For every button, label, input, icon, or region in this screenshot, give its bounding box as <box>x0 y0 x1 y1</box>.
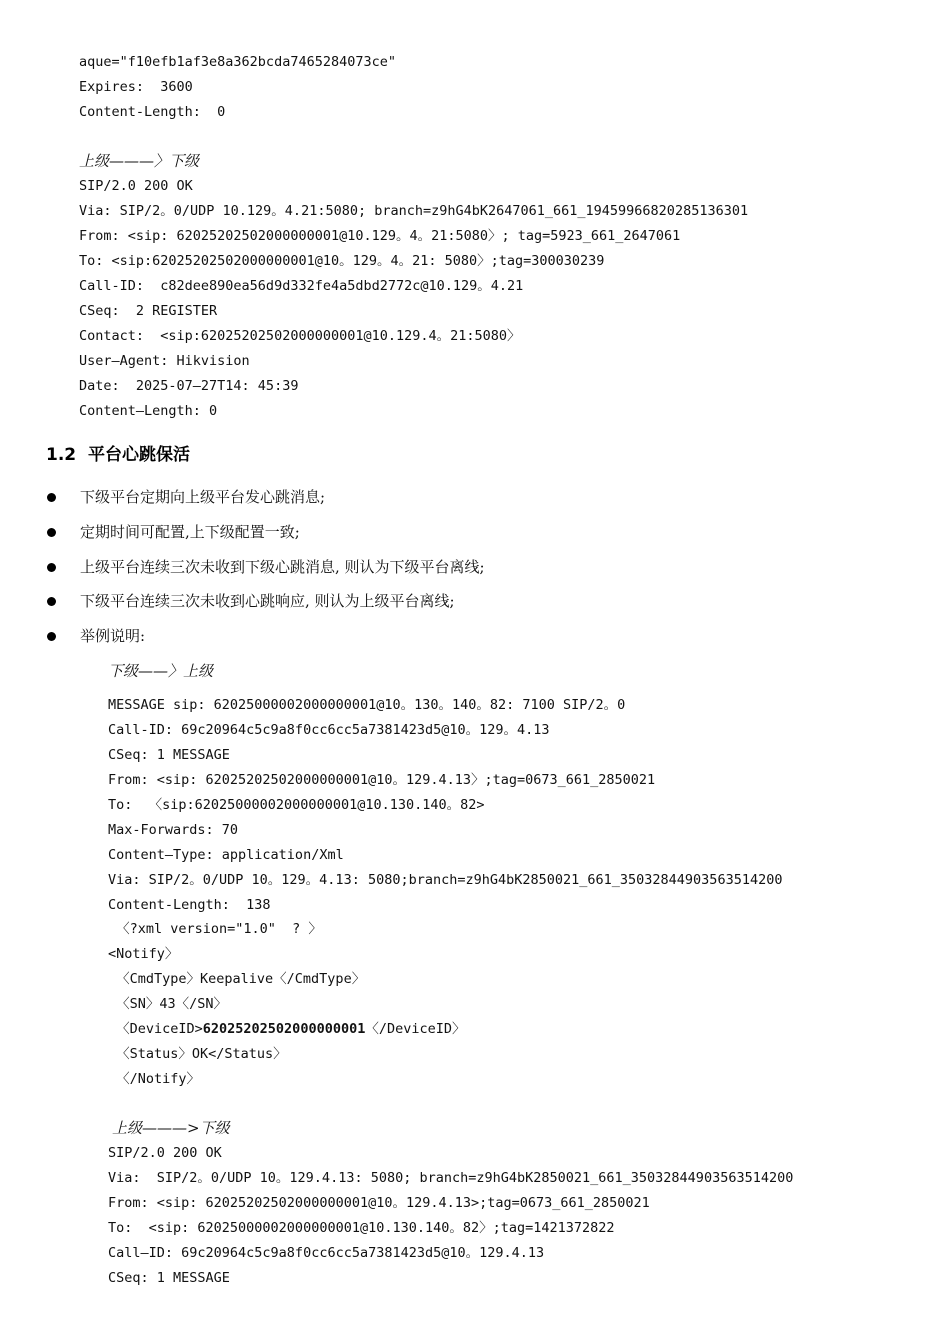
sip-line: Call—ID: 69c20964c5c9a8f0cc6cc5a7381423d5@10。129.4.13 <box>108 1245 545 1261</box>
sip-line: From: <sip: 62025202502000000001@10。129.4.13〉;tag=0673_661_2850021 <box>108 772 656 788</box>
sip-line: Date: 2025-07—27T14: 45:39 <box>79 378 299 394</box>
bullet-icon <box>47 493 56 502</box>
bullet-icon <box>47 632 56 641</box>
sip-line: To: <sip: 62025000002000000001@10.130.140。82〉;tag=1421372822 <box>108 1220 615 1236</box>
sip-line: Via: SIP/2。0/UDP 10。129。4.13: 5080;branch=z9hG4bK2850021_661_35032844903563514200 <box>108 872 783 888</box>
sip-line: CSeq: 1 MESSAGE <box>108 747 230 763</box>
xml-device-line <box>108 1019 466 1039</box>
header-line: Expires: 3600 <box>79 79 193 95</box>
xml-line: 〈Status〉OK</Status〉 <box>108 1046 287 1062</box>
header-line: aque="f10efb1af3e8a362bcda7465284073ce" <box>79 54 396 70</box>
xml-line: 〈SN〉43〈/SN〉 <box>108 996 228 1012</box>
sip-line: From: <sip: 62025202502000000001@10。129.4.13>;tag=0673_661_2850021 <box>108 1195 650 1211</box>
device-id: 62025202502000000001 <box>202 1021 366 1037</box>
sip-line: Via: SIP/2。0/UDP 10。129.4.13: 5080; branch=z9hG4bK2850021_661_35032844903563514200 <box>108 1170 794 1186</box>
bullet-icon <box>47 597 56 606</box>
bullet-text: 上级平台连续三次未收到下级心跳消息, 则认为下级平台离线; <box>80 558 485 576</box>
header-line: Content-Length: 0 <box>79 104 226 120</box>
xml-line: 〈?xml version="1.0" ? 〉 <box>108 921 322 937</box>
section-heading: 1.2 平台心跳保活 <box>46 445 190 465</box>
xml-line: 〈CmdType〉Keepalive〈/CmdType〉 <box>108 971 366 987</box>
direction-label: 下级——〉上级 <box>108 662 214 680</box>
sip-line: Content—Type: application/Xml <box>108 847 344 863</box>
sip-line: SIP/2.0 200 OK <box>108 1145 222 1161</box>
direction-label: 上级———〉下级 <box>79 152 200 170</box>
sip-line: SIP/2.0 200 OK <box>79 178 193 194</box>
sip-line: Call-ID: 69c20964c5c9a8f0cc6cc5a7381423d5@10。129。4.13 <box>108 722 550 738</box>
xml-device-suffix: 〈/DeviceID〉 <box>365 1021 466 1037</box>
sip-line: Call-ID: c82dee890ea56d9d332fe4a5dbd2772c@10.129。4.21 <box>79 278 524 294</box>
sip-line: Contact: <sip:62025202502000000001@10.129.4。21:5080〉 <box>79 328 521 344</box>
sip-line: Via: SIP/2。0/UDP 10.129。4.21:5080; branch=z9hG4bK2647061_661_19459966820285136301 <box>79 203 749 219</box>
xml-line: 〈/Notify〉 <box>108 1071 201 1087</box>
bullet-text: 举例说明: <box>80 627 146 645</box>
sip-line: Max-Forwards: 70 <box>108 822 239 838</box>
xml-line: <Notify〉 <box>108 946 179 962</box>
sip-line: From: <sip: 62025202502000000001@10.129。4。21:5080〉; tag=5923_661_2647061 <box>79 228 681 244</box>
sip-line: To: 〈sip:62025000002000000001@10.130.140。82> <box>108 797 485 813</box>
bullet-text: 下级平台连续三次未收到心跳响应, 则认为上级平台离线; <box>80 592 455 610</box>
sip-line: CSeq: 1 MESSAGE <box>108 1270 230 1286</box>
sip-line: CSeq: 2 REGISTER <box>79 303 218 319</box>
sip-line: MESSAGE sip: 62025000002000000001@10。130。140。82: 7100 SIP/2。0 <box>108 697 626 713</box>
sip-line: Content—Length: 0 <box>79 403 218 419</box>
direction-label: 上级———>下级 <box>112 1119 230 1137</box>
bullet-icon <box>47 528 56 537</box>
bullet-text: 下级平台定期向上级平台发心跳消息; <box>80 488 326 506</box>
sip-line: To: <sip:62025202502000000001@10。129。4。21: 5080〉;tag=300030239 <box>79 253 605 269</box>
sip-line: User—Agent: Hikvision <box>79 353 250 369</box>
bullet-text: 定期时间可配置,上下级配置一致; <box>80 523 300 541</box>
xml-device-prefix: 〈DeviceID> <box>108 1021 203 1037</box>
sip-line: Content-Length: 138 <box>108 897 271 913</box>
bullet-icon <box>47 563 56 572</box>
